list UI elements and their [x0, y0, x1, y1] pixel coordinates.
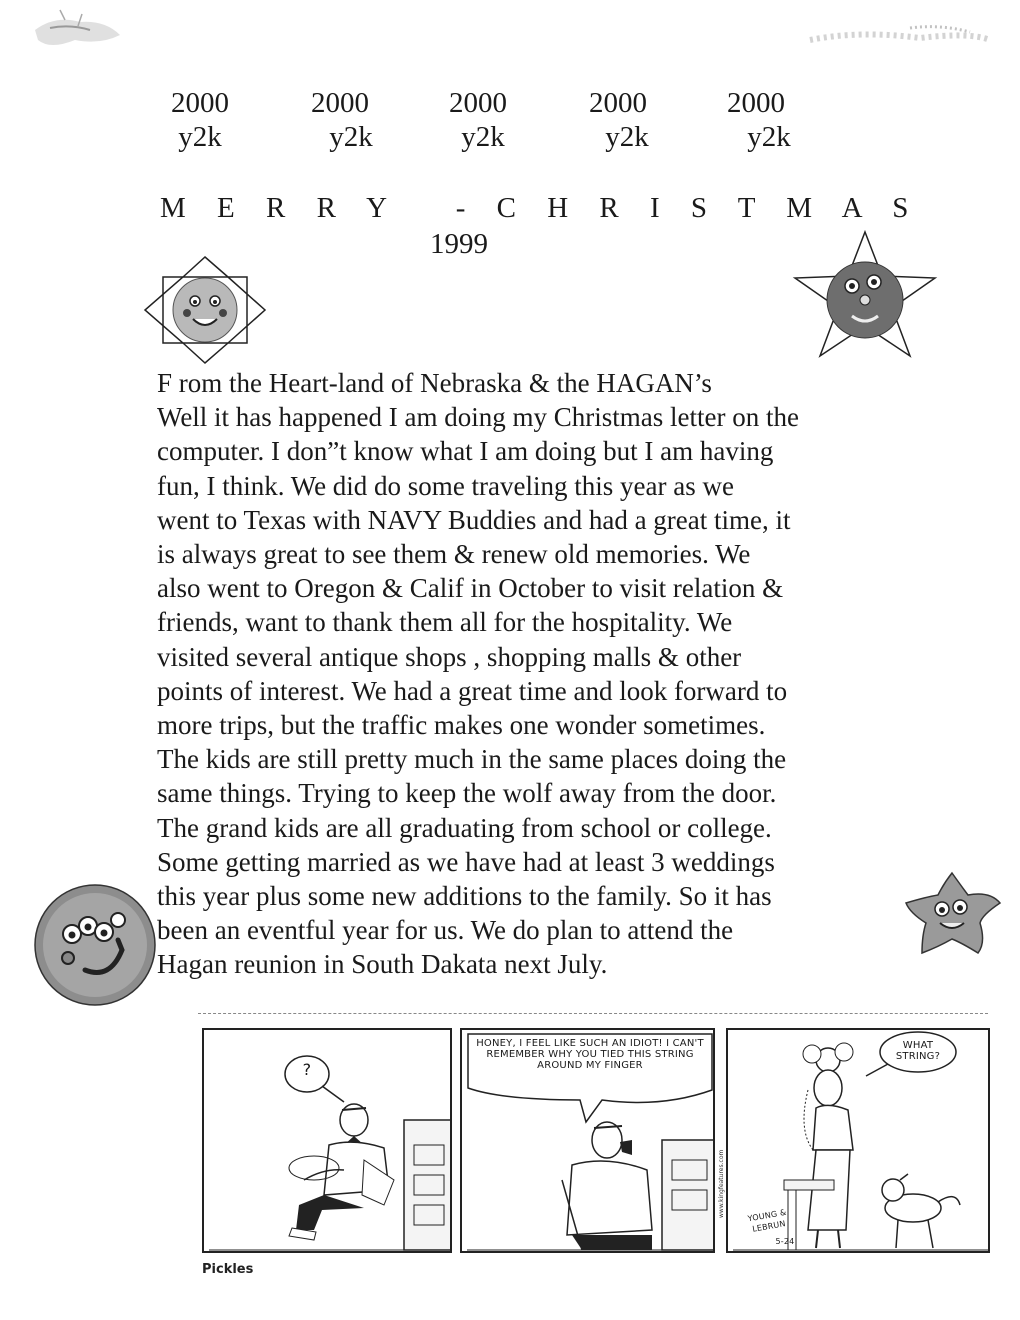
year-cell	[300, 86, 380, 154]
smiley-circle-icon	[30, 880, 160, 1010]
comic-title: Pickles	[202, 1262, 254, 1277]
y2k-label: y2k	[461, 121, 505, 153]
year-header	[160, 86, 800, 156]
letter-line: fun, I think. We did do some traveling this year as we	[157, 470, 734, 501]
letter-line: Hagan reunion in South Dakata next July.	[157, 949, 608, 980]
y2k-label: y2k	[329, 121, 373, 153]
comic-website: www.kingfeatures.com	[718, 1149, 725, 1218]
comic-cut-line	[198, 1013, 988, 1014]
letter-line: also went to Oregon & Calif in October to visit relation &	[157, 573, 784, 604]
smiley-small-star-icon	[900, 865, 1005, 960]
comic-strip	[198, 1028, 990, 1258]
comic-panel-2	[460, 1028, 715, 1253]
scan-smudge-top-right	[800, 10, 1000, 70]
smiley-sun-icon	[143, 255, 268, 365]
scan-smudge-top-left	[20, 0, 130, 70]
letter-line: more trips, but the traffic makes one wonder sometimes.	[157, 710, 766, 741]
smiley-star-icon	[790, 228, 940, 358]
panel-1-bubble-text: ?	[302, 1060, 312, 1079]
panel-3-bubble-text: WHAT STRING?	[895, 1040, 941, 1062]
letter-line: points of interest. We had a great time and look forward to	[157, 675, 788, 706]
letter-line: The grand kids are all graduating from school or college.	[157, 812, 772, 843]
letter-line: Well it has happened I am doing my Christmas letter on the	[157, 402, 799, 433]
merry-christmas-heading: M E R R Y - C H R I S T M A S	[160, 192, 921, 224]
letter-line: visited several antique shops , shopping malls & other	[157, 641, 742, 672]
letter-line: went to Texas with NAVY Buddies and had a great time, it	[157, 504, 791, 535]
year-label: 2000	[171, 87, 229, 119]
letter-line: computer. I don”t know what I am doing but I am having	[157, 436, 774, 467]
year-label: 2000	[727, 87, 785, 119]
y2k-label: y2k	[747, 121, 791, 153]
greeting-year: 1999	[430, 228, 488, 260]
year-label: 2000	[311, 87, 369, 119]
letter-line: been an eventful year for us. We do plan to attend the	[157, 915, 734, 946]
year-label: 2000	[449, 87, 507, 119]
letter-line: F rom the Heart-land of Nebraska & the HAGAN’s	[157, 368, 712, 398]
comic-panel-1	[202, 1028, 452, 1253]
letter-line: friends, want to thank them all for the hospitality. We	[157, 607, 733, 638]
comic-panel-3	[726, 1028, 990, 1253]
year-cell	[438, 86, 518, 154]
comic-date: 5-24	[775, 1237, 795, 1246]
letter-line: is always great to see them & renew old memories. We	[157, 539, 751, 570]
year-cell	[716, 86, 796, 154]
comic-signature: YOUNG & LEBRUN	[747, 1207, 788, 1234]
letter-line: Some getting married as we have had at least 3 weddings	[157, 846, 775, 877]
year-cell	[160, 86, 240, 154]
letter-body	[157, 366, 917, 982]
y2k-label: y2k	[178, 121, 222, 153]
year-cell	[578, 86, 658, 154]
letter-line: same things. Trying to keep the wolf away from the door.	[157, 778, 777, 809]
letter-line: this year plus some new additions to the family. So it has	[157, 881, 772, 912]
comic-panel-1-art	[204, 1030, 452, 1253]
y2k-label: y2k	[605, 121, 649, 153]
letter-line: The kids are still pretty much in the same places doing the	[157, 744, 787, 775]
year-label: 2000	[589, 87, 647, 119]
panel-2-bubble-text: HONEY, I FEEL LIKE SUCH AN IDIOT! I CAN'T REMEMBER WHY YOU TIED THIS STRING AROUND MY FINGER	[476, 1038, 704, 1071]
